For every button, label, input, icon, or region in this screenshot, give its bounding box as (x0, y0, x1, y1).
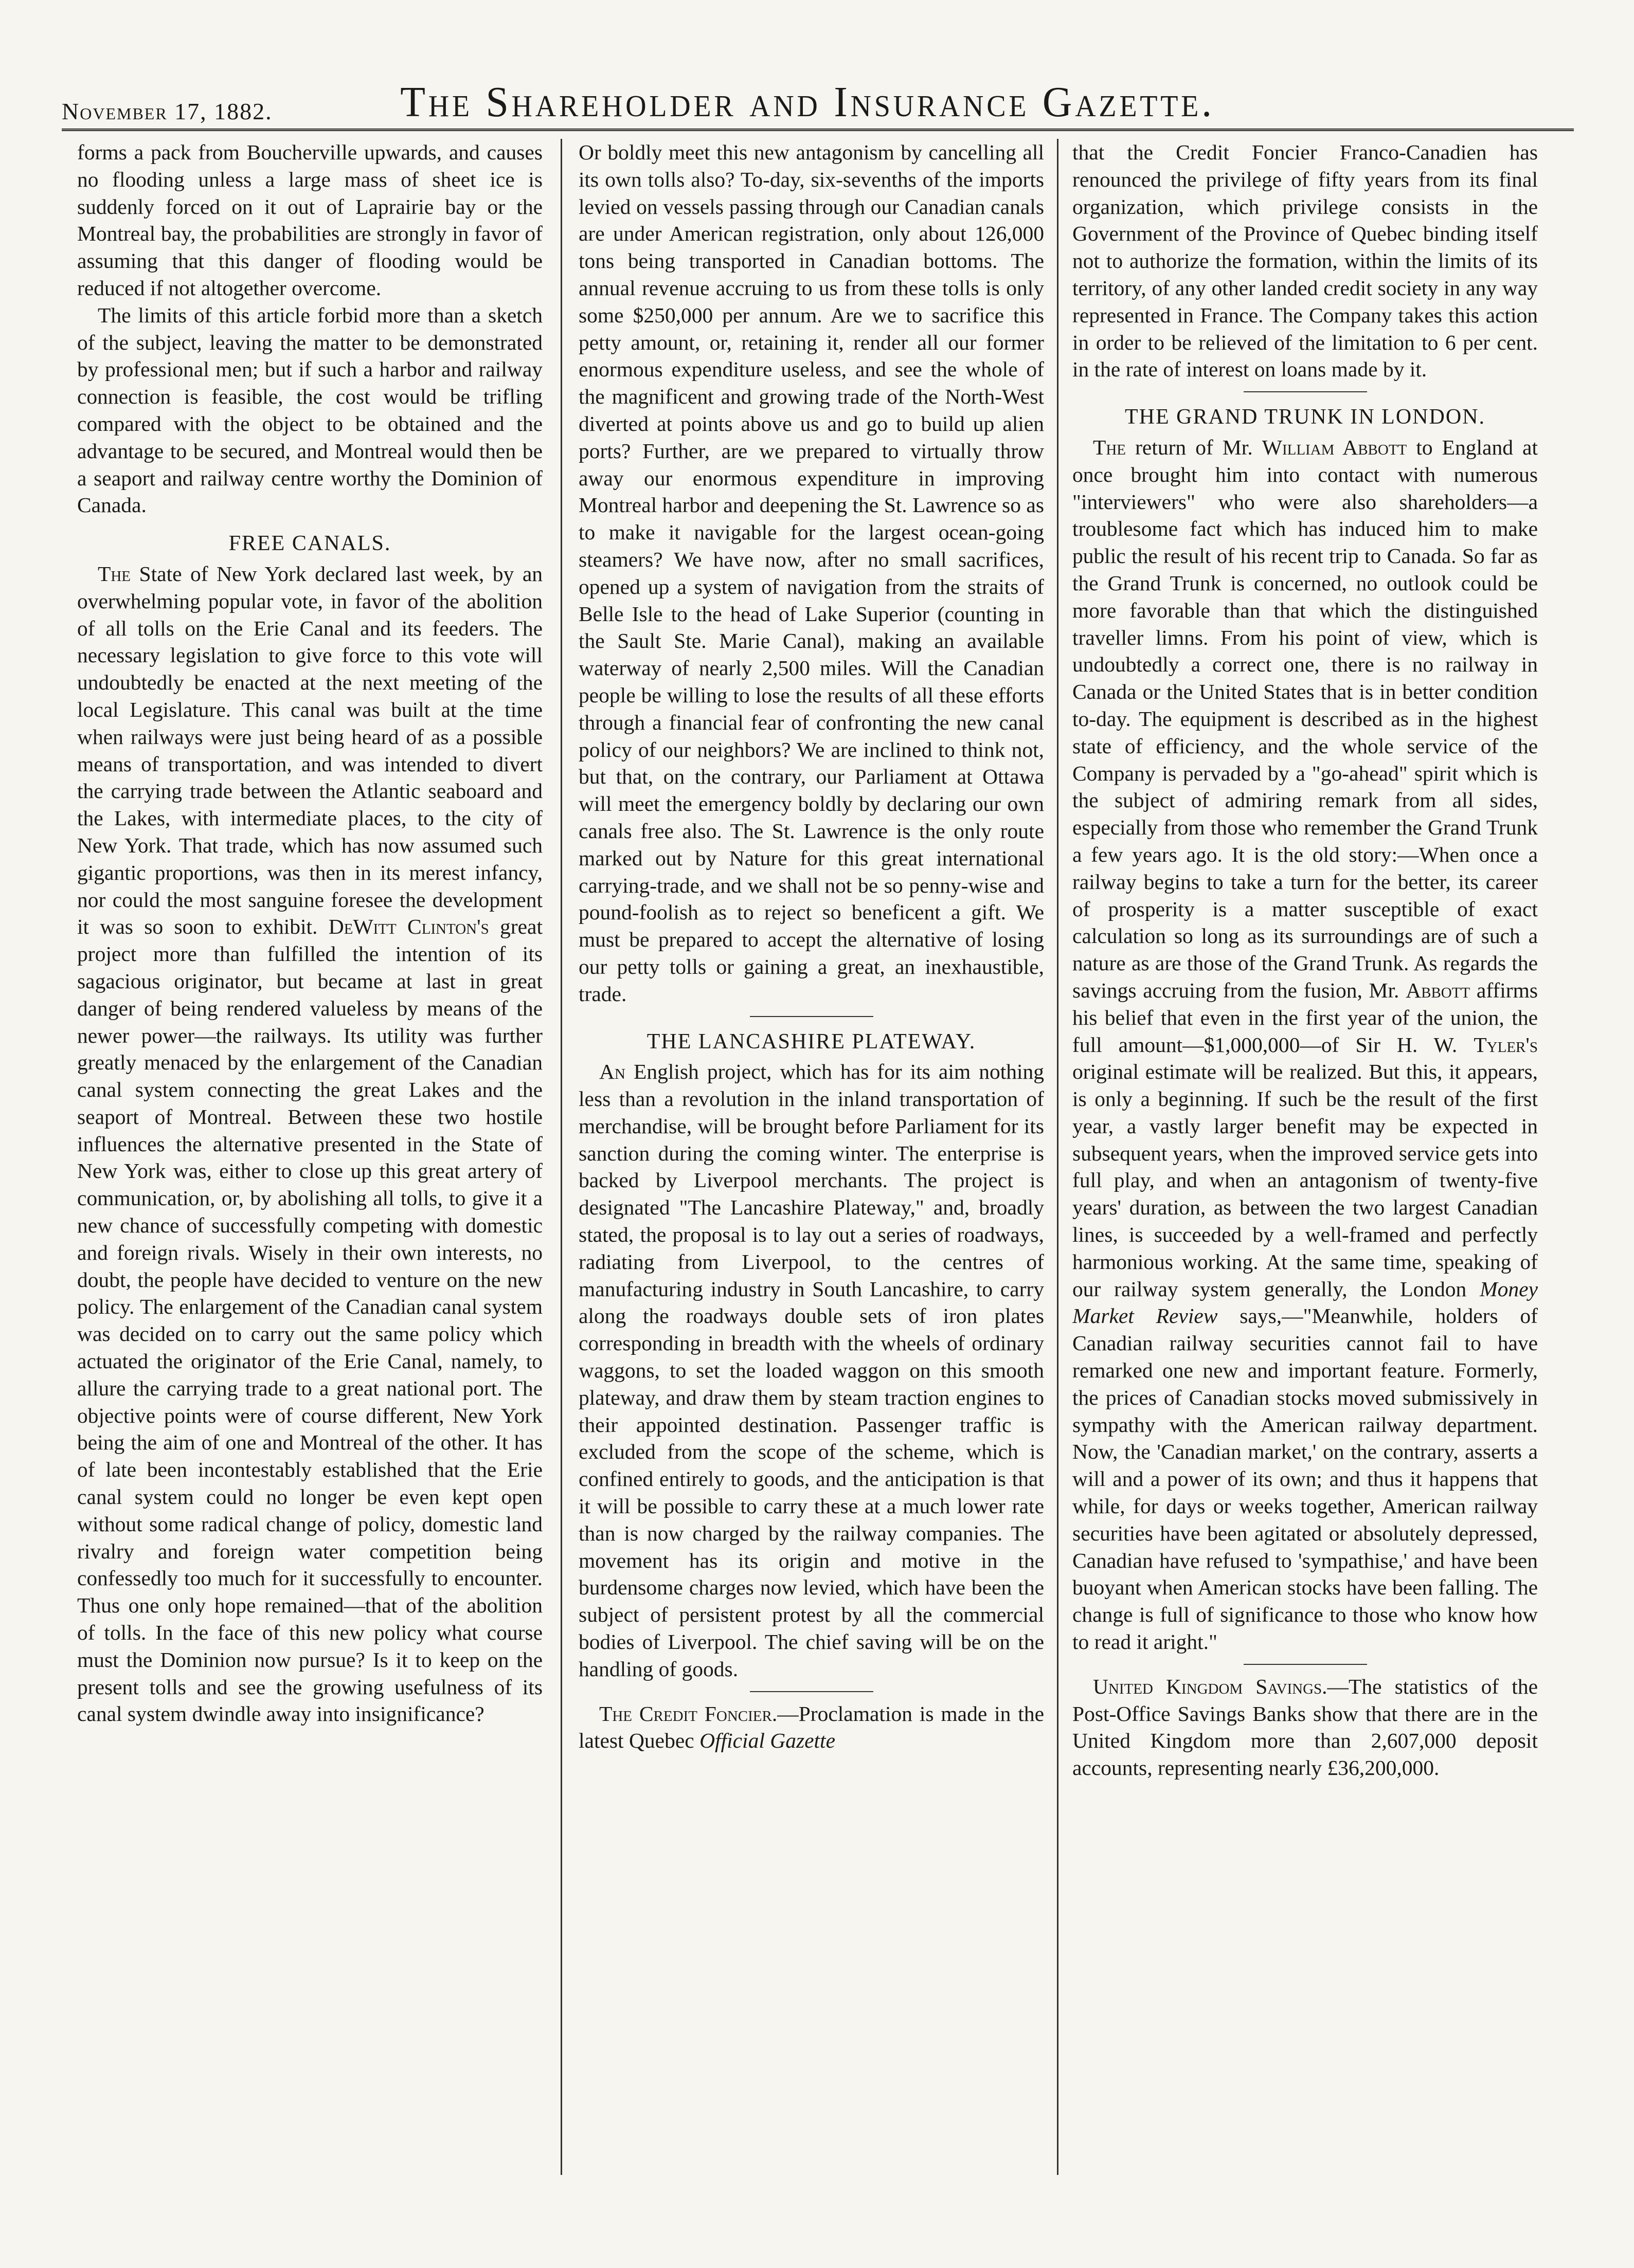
section-divider (1244, 1664, 1367, 1665)
lead-word: The (98, 561, 131, 586)
uk-savings-lead: United Kingdom Savings. (1093, 1674, 1327, 1698)
free-canals-body: The State of New York declared last week, by an overwhelming popular vote, in favor of the abolition of all tolls on the Erie Canal and its feeders. The necessary legislation to give force to this vote will undoubtedly be enacted at the next meeting of the local Legislature. This canal was built at the time when railways were just being heard of as a possible means of transportation, and was intended to divert the carrying trade between the Atlantic seaboard and the Lakes, with intermediate places, to the city of New York. That trade, which has now assumed such gigantic proportions, was then in its merest infancy, nor could the most sanguine foresee the development it was so soon to exhibit. DeWitt Clinton's great project more than fulfilled the intention of its sagacious originator, but became at last in great danger of being rendered valueless by means of the newer power—the railways. Its utility was further greatly menaced by the enlargement of the Canadian canal system connecting the great Lakes and the seaport of Montreal. Between these two hostile influences the alternative presented in the State of New York was, either to close up this great artery of communication, or, by abolishing all tolls, to give it a new chance of successfully competing with domestic and foreign rivals. Wisely in their own interests, no doubt, the people have decided to venture on the new policy. The enlargement of the Canadian canal system was decided on to carry out the same policy which actuated the originator of the Erie Canal, namely, to allure the carrying trade to a great national port. The objective points were of course different, New York being the aim of one and Montreal of the other. It has of late been incontestably established that the Erie canal system could no longer be even kept open without some radical change of policy, domestic land rivalry and foreign water competition being confessedly too much for it successfully to encounter. Thus one only hope remained—that of the abolition of tolls. In the face of this new policy what course must the Dominion now pursue? Is it to keep on the present tolls and see the growing usefulness of its canal system dwindle away into insignificance? (77, 561, 543, 1726)
section-divider (750, 1691, 873, 1692)
free-canals-heading: FREE CANALS. (228, 532, 391, 556)
column-3 (1072, 139, 1538, 2206)
grand-trunk-body: The return of Mr. William Abbott to England at once brought him into contact with numerous "interviewers" who were also shareholders—a troublesome fact which has induced him to make public the result of his recent trip to Canada. So far as the Grand Trunk is concerned, no outlook could be more favorable than that which the distinguished traveller limns. From his point of view, which is undoubtedly a correct one, there is no railway in Canada or the United States that is in better condition to-day. The equipment is described as in the highest state of efficiency, and the whole service of the Company is pervaded by a "go-ahead" spirit which is the subject of admiring remark from all sides, especially from those who remember the Grand Trunk a few years ago. It is the old story:—When once a railway begins to take a turn for the better, its career of prosperity is a matter susceptible of exact calculation so long as its surroundings are of such a nature as are those of the Grand Trunk. As regards the savings accruing from the fusion, Mr. Abbott affirms his belief that even in the first year of the union, the full amount—$1,000,000—of Sir H. W. Tyler's original estimate will be realized. But this, it appears, is only a beginning. If such be the result of the first year, a vastly larger benefit may be expected in subsequent years, when the improved service gets into full play, and when an antagonism of twenty-five years' duration, as between the two largest Canadian lines, is succeeded by a well-framed and perfectly harmonious working. At the same time, speaking of our railway system generally, the London Money Market Review says,—"Meanwhile, holders of Canadian railway securities cannot fail to have remarked one new and important feature. Formerly, the prices of Canadian stocks moved submissively in sympathy with the American railway department. Now, the 'Canadian market,' on the contrary, asserts a will and a power of its own; and thus it happens that while, for days or weeks together, American railway securities have been agitated or absolutely depressed, Canadian have refused to 'sympathise,' and have been buoyant when American stocks have been falling. The change is full of significance to those who know how to read it aright." (1072, 435, 1538, 1654)
newspaper-title: The Shareholder and Insurance Gazette. (400, 78, 1215, 126)
masthead (62, 67, 1574, 131)
harbor-article-continued: forms a pack from Boucherville upwards, and causes no flooding unless a large mass of sheet ice is suddenly forced on it out of Laprairie bay or the Montreal bay, the probabilities are strongly in favor of assuming that this danger of flooding would be reduced if not altogether overcome. (77, 140, 543, 300)
money-market-review-title: Money Market Review (1072, 1277, 1538, 1328)
section-divider (1244, 391, 1367, 392)
lancashire-plateway-heading: THE LANCASHIRE PLATEWAY. (647, 1029, 976, 1054)
tyler-name: Tyler's (1474, 1032, 1538, 1057)
lead-word: An (599, 1060, 625, 1084)
william-abbott-name: William Abbott (1262, 435, 1407, 459)
abbott-name: Abbott (1406, 978, 1470, 1002)
newspaper-page (62, 31, 1574, 2242)
credit-foncier-continued: that the Credit Foncier Franco-Canadien has renounced the privilege of fifty years from its final organization, which privilege consists in the Government of the Province of Quebec binding itself not to authorize the formation, within the limits of its territory, of any other landed credit society in any way represented in France. The Company takes this action in order to be relieved of the limitation to 6 per cent. in the rate of interest on loans made by it. (1072, 140, 1538, 382)
article-columns (62, 139, 1574, 2206)
credit-foncier-lead: The Credit Foncier. (599, 1701, 778, 1726)
free-canals-continued: Or boldly meet this new antagonism by cancelling all its own tolls also? To-day, six-sevenths of the imports levied on vessels passing through our Canadian canals are under American registration, only about 126,000 tons being transported in Canadian bottoms. The annual revenue accruing to us from these tolls is only some $250,000 per annum. Are we to sacrifice this petty amount, or, retaining it, render all our former enormous expenditure useless, and see the whole of the magnificent and growing trade of the North-West diverted at points above us and go to build up alien ports? Further, are we prepared to virtually throw away our enormous expenditure in improving Montreal harbor and deepening the St. Lawrence so as to make it navigable for the largest ocean-going steamers? We have now, after no small sacrifices, opened up a system of navigation from the straits of Belle Isle to the head of Lake Superior (counting in the Sault Ste. Marie Canal), making an available waterway of nearly 2,500 miles. Will the Canadian people be willing to lose the results of all these efforts through a financial fear of confronting the new canal policy of our neighbors? We are inclined to think not, but that, on the contrary, our Parliament at Ottawa will meet the emergency boldly by declaring our own canals free also. The St. Lawrence is the only route marked out by Nature for this great international carrying-trade, and we shall not be so penny-wise and pound-foolish as to reject so beneficent a gift. We must be prepared to accept the alternative of losing our petty tolls or gaining a great, an inexhaustible, trade. (579, 140, 1044, 1006)
official-gazette-title: Official Gazette (699, 1729, 835, 1753)
issue-date: November 17, 1882. (62, 98, 273, 124)
section-divider (750, 1016, 873, 1017)
harbor-article-conclusion: The limits of this article forbid more than a sketch of the subject, leaving the matter to be demonstrated by professional men; but if such a harbor and railway connection is feasible, the cost would be trifling compared with the object to be obtained and the advantage to be secured, and Montreal would then be a seaport and railway centre worthy the Dominion of Canada. (77, 303, 543, 517)
uk-savings-body: United Kingdom Savings.—The statistics of the Post-Office Savings Banks show that there are in the United Kingdom more than 2,607,000 deposit accounts, representing nearly £36,200,000. (1072, 1674, 1538, 1780)
lead-word: The (1093, 435, 1126, 459)
dewitt-clinton-name: DeWitt Clinton's (328, 915, 489, 939)
column-2 (579, 139, 1044, 2206)
grand-trunk-heading: THE GRAND TRUNK IN LONDON. (1124, 405, 1485, 429)
column-divider (561, 139, 562, 2175)
column-divider (1057, 139, 1058, 2175)
column-1 (77, 139, 543, 2206)
credit-foncier-body: The Credit Foncier.—Proclamation is made in the latest Quebec Official Gazette (579, 1701, 1044, 1753)
lancashire-plateway-body: An English project, which has for its aim nothing less than a revolution in the inland transportation of merchandise, will be brought before Parliament for its sanction during the coming winter. The enterprise is backed by Liverpool merchants. The project is designated "The Lancashire Plateway," and, broadly stated, the proposal is to lay out a series of roadways, radiating from Liverpool, to the centres of manufacturing industry in South Lancashire, to carry along the roadways double sets of iron plates corresponding in breadth with the wheels of ordinary waggons, to set the loaded waggon on this smooth plateway, and draw them by steam traction engines to their appointed destination. Passenger traffic is excluded from the scope of the scheme, which is confined entirely to goods, and the anticipation is that it will be possible to carry these at a much lower rate than is now charged by the railway companies. The movement has its origin and motive in the burdensome charges now levied, which have been the subject of persistent protest by all the commercial bodies of Liverpool. The chief saving will be on the handling of goods. (579, 1060, 1044, 1681)
